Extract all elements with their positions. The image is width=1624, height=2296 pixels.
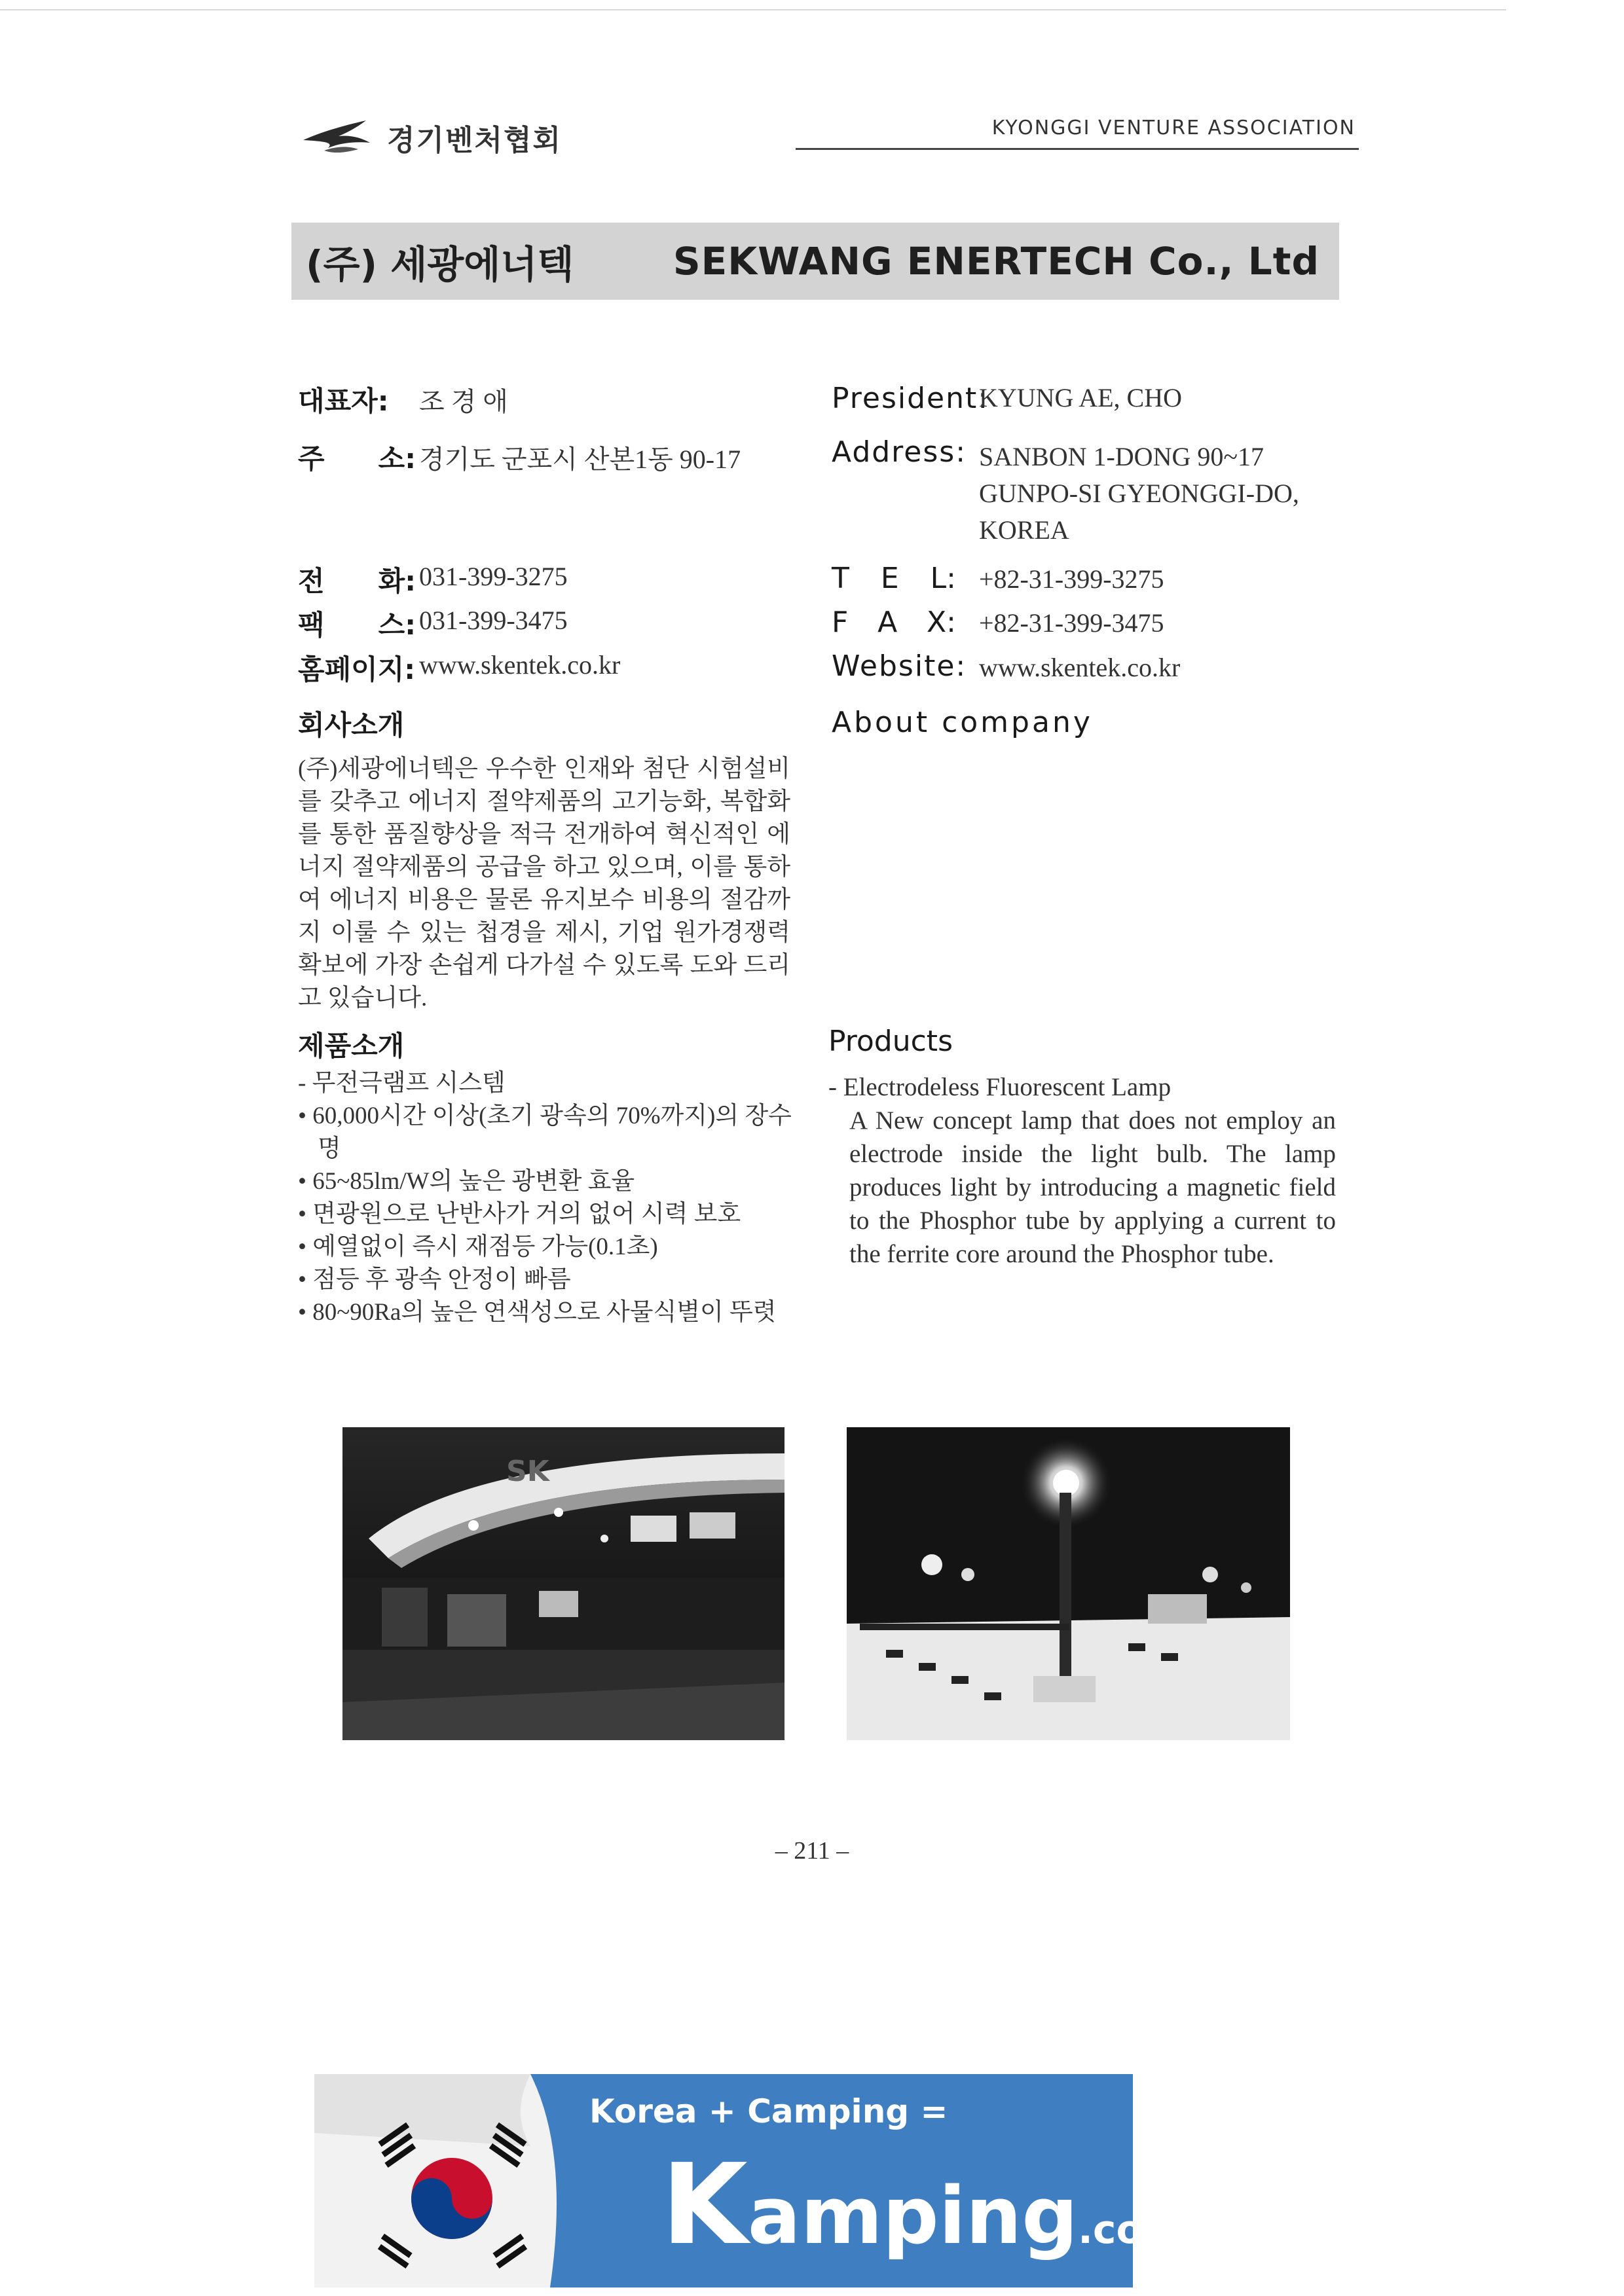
logo-text: 경기벤처협회 (387, 124, 563, 157)
address-line1-en: SANBON 1-DONG 90~17 (979, 442, 1264, 471)
about-heading-ko: 회사소개 (298, 709, 405, 741)
gas-station-photo (342, 1427, 784, 1740)
products-list-ko (298, 1067, 796, 1329)
president-label: President: (832, 382, 989, 415)
phone-value-ko: 031-399-3275 (419, 562, 568, 591)
products-heading-ko: 제품소개 (298, 1030, 405, 1062)
scan-edge-line (0, 9, 1506, 10)
address-line3-en: KOREA (979, 515, 1069, 545)
banner-brand (661, 2140, 1204, 2270)
tel-value-en: +82-31-399-3275 (979, 564, 1164, 594)
list-item: • 60,000시간 이상(초기 광속의 70%까지)의 장수명 (298, 1102, 792, 1162)
fax-value-ko: 031-399-3475 (419, 606, 568, 635)
phone-label-ko: 전 화: (298, 565, 416, 597)
kamping-banner[interactable] (314, 2074, 1204, 2287)
association-name: KYONGGI VENTURE ASSOCIATION (991, 117, 1356, 139)
list-item: • 65~85lm/W의 높은 광변환 효율 (298, 1168, 635, 1195)
president-value: KYUNG AE, CHO (979, 383, 1182, 412)
address-line2-en: GUNPO-SI GYEONGGI-DO, (979, 479, 1299, 508)
about-text-ko: (주)세광에너텍은 우수한 인재와 첨단 시험설비를 갖추고 에너지 절약제품의 고기능화, 복합화를 통한 품질향상을 적극 전개하여 혁신적인 에너지 절약제품의 공급을 하고 있으며, 이를 통하여 에너지 비용은 물론 유지보수 비용의 절감까지 이룰 수 있는 첩경을 제시, 기업 원가경쟁력 확보에 가장 손쉽게 다가설 수 있도록 도와 드리고 있습니다. (298, 756, 790, 1011)
tel-label-en: T E L: (832, 562, 956, 595)
list-item: • 80~90Ra의 높은 연색성으로 사물식별이 뚜렷 (298, 1299, 777, 1326)
products-description-en (828, 1070, 1336, 1271)
korean-flag-icon (314, 2074, 589, 2287)
fax-value-en: +82-31-399-3475 (979, 608, 1164, 638)
rep-label: 대표자: (298, 385, 389, 417)
product-title-en: - Electrodeless Fluorescent Lamp (828, 1073, 1172, 1101)
product-desc-en: A New concept lamp that does not employ an electrode inside the light bulb. The lamp produces light by introducing a magnetic field to the Phosphor tube by applying a current to the ferrite core around the Phosphor tube. (849, 1106, 1336, 1268)
association-logo (298, 111, 562, 164)
sk-sign-text: SK (506, 1455, 549, 1488)
list-item: - 무전극램프 시스템 (298, 1070, 506, 1097)
company-name-korean: (주) 세광에너텍 (306, 242, 574, 287)
website-value-en: www.skentek.co.kr (979, 653, 1181, 682)
swallow-logo-icon (298, 114, 383, 161)
rep-value: 조 경 애 (419, 387, 508, 416)
address-value-ko: 경기도 군포시 산본1동 90-17 (419, 445, 741, 474)
address-label-en: Address: (832, 435, 967, 469)
company-name-english: SEKWANG ENERTECH Co., Ltd (673, 239, 1320, 283)
banner-tagline: Korea + Camping = (589, 2092, 948, 2130)
website-label-en: Website: (832, 649, 967, 683)
brand-tld: .co.kr (1078, 2207, 1204, 2253)
products-heading-en: Products (828, 1025, 953, 1058)
company-title-bar (291, 223, 1339, 300)
address-label-ko: 주 소: (298, 443, 416, 475)
page-number: – 211 – (775, 1837, 849, 1865)
fax-label-en: F A X: (832, 606, 956, 639)
brand-rest: amping (747, 2171, 1079, 2262)
list-item: • 면광원으로 난반사가 거의 없어 시력 보호 (298, 1201, 741, 1228)
parking-lot-photo (847, 1427, 1290, 1740)
homepage-value-ko: www.skentek.co.kr (419, 650, 621, 680)
fax-label-ko: 팩 스: (298, 609, 416, 641)
list-item: • 점등 후 광속 안정이 빠름 (298, 1266, 571, 1293)
about-heading-en: About company (832, 706, 1093, 739)
brand-k: K (661, 2140, 748, 2270)
header-rule (796, 148, 1359, 150)
list-item: • 예열없이 즉시 재점등 가능(0.1초) (298, 1233, 658, 1260)
homepage-label-ko: 홈페이지: (298, 653, 416, 685)
